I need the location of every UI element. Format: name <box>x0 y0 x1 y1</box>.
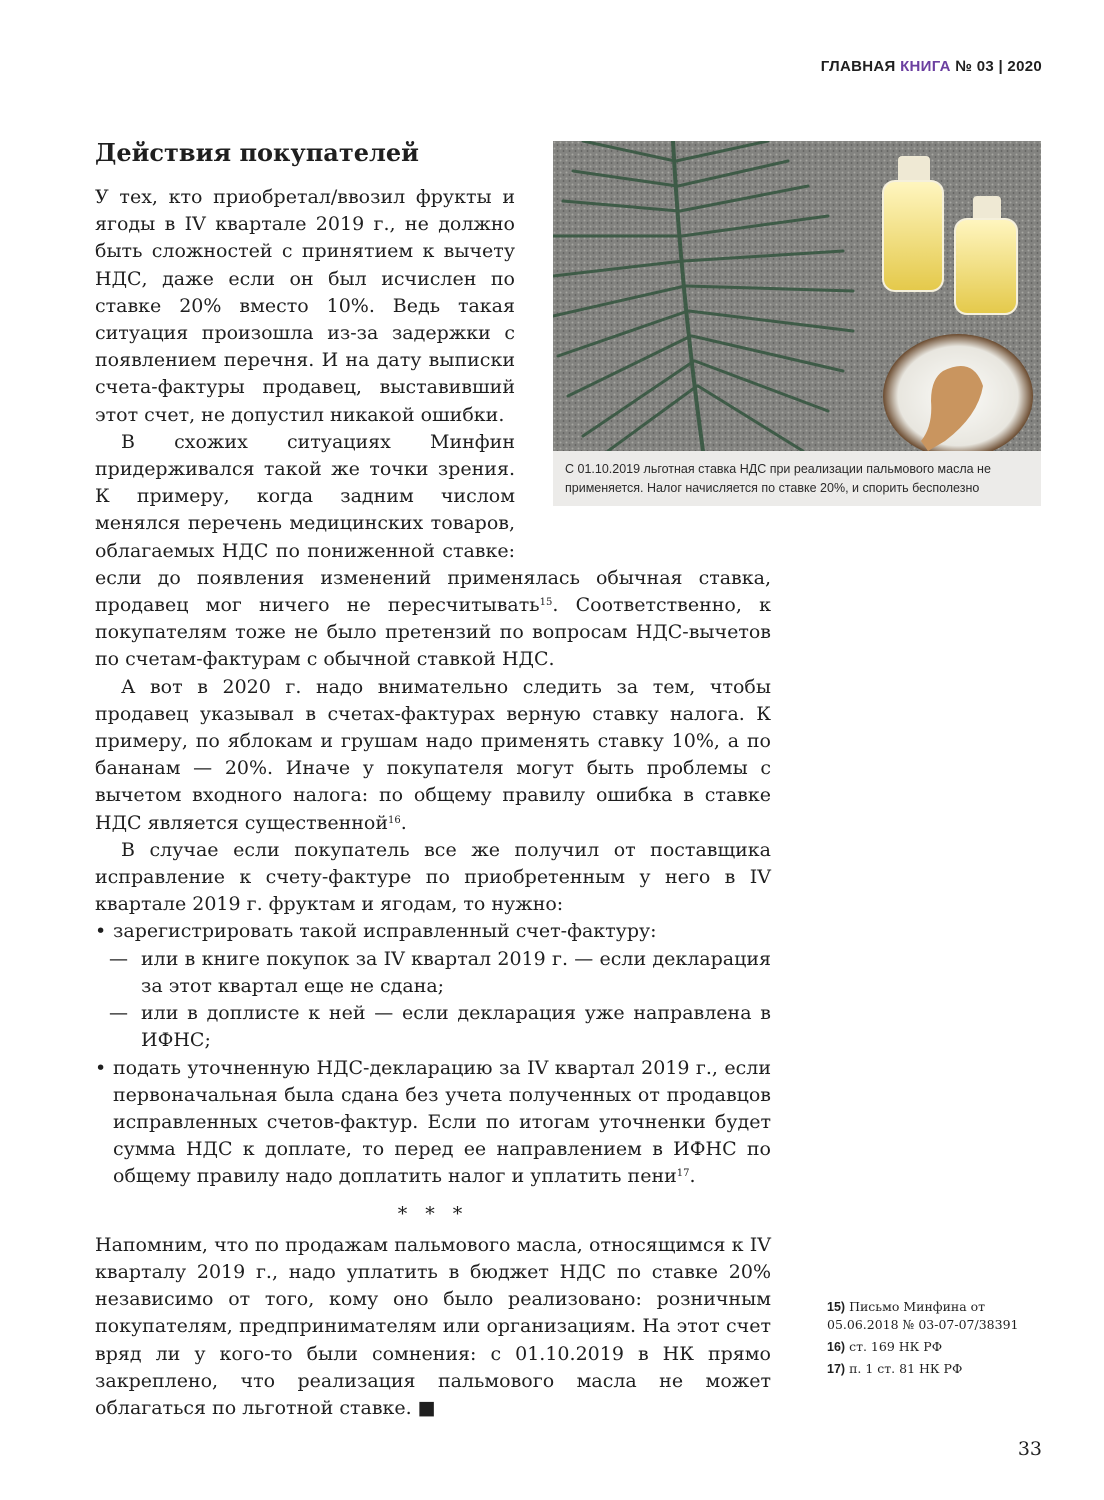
footnote-ref-17: 17 <box>676 1168 690 1180</box>
photo-caption: С 01.10.2019 льготная ставка НДС при реализации пальмового масла не применяется. Налог начисляется по ставке 20%, и спорить бесполезно <box>553 451 1041 506</box>
paragraph-3: А вот в 2020 г. надо внимательно следить за тем, чтобы продавец указывал в счетах-фактурах верную ставку налога. К примеру, по яблокам и грушам надо применять ставку 10%, а по бананам — 20%. Иначе у покупателя могут быть проблемы с вычетом входного налога: по общему правилу ошибка в ставке НДС является существенной$^{16}$. <box>95 675 771 834</box>
footnotes <box>827 1298 1057 1382</box>
paragraph-4: В случае если покупатель все же получил от поставщика исправление к счету-фактуре по приобретенным у него в IV квартале 2019 г. фруктам и ягодам, то нужно: <box>95 838 771 916</box>
section-title: Действия покупателей <box>95 138 419 167</box>
brand-name-part1: ГЛАВНАЯ <box>820 58 896 75</box>
magazine-header <box>821 58 1042 75</box>
brand-name-part2: КНИГА <box>900 58 951 75</box>
issue-number: № 03 | 2020 <box>955 58 1042 75</box>
palm-oil-photo <box>553 141 1041 451</box>
action-list <box>95 918 771 1190</box>
paragraph-5: Напомним, что по продажам пальмового масла, относящимся к IV кварталу 2019 г., надо уплатить в бюджет НДС по ставке 20% независимо от того, кому оно было реализовано: розничным покупателям, предпринимателям или организациям. На этот счет вряд ли у кого-то были сомнения: с 01.10.2019 в НК прямо закреплено, что реализация пальмового масла не может облагаться по льготной ставке. ■ <box>95 1233 771 1419</box>
palm-oil-illustration <box>553 141 1041 451</box>
footnote-17: 17) п. 1 ст. 81 НК РФ <box>827 1361 963 1376</box>
list-item: • зарегистрировать такой исправленный счет-фактуру: <box>95 918 771 945</box>
paragraph-1: У тех, кто приобретал/ввозил фрукты и ягоды в IV квартале 2019 г., не должно быть сложностей с принятием к вычету НДС, даже если он был исчислен по ставке 20% вместо 10%. Ведь такая ситуация произошла из-за задержки с появлением перечня. И на дату выписки счета-фактуры продавец, выставивший этот счет, не допустил никакой ошибки. <box>95 186 515 426</box>
list-item: • подать уточненную НДС-декларацию за IV квартал 2019 г., если первоначальная была сдана без учета полученных от продавцов исправленных счетов-фактур. Если по итогам уточненки будет сумма НДС к доплате, то перед ее направлением в ИФНС по общему правилу надо доплатить налог и уплатить пени$^{17}$. <box>95 1055 771 1191</box>
footnote-15: 15) Письмо Минфина от 05.06.2018 № 03-07-07/38391 <box>827 1299 1019 1332</box>
list-subitem: — или в доплисте к ней — если декларация уже направлена в ИФНС; <box>95 1000 771 1054</box>
page-number: 33 <box>1017 1438 1042 1460</box>
footnote-ref-16: 16 <box>388 814 401 826</box>
footnote-16: 16) ст. 169 НК РФ <box>827 1339 943 1354</box>
paragraph-2: В схожих ситуациях Минфин придерживался такой же точки зрения. К примеру, когда задним числом менялся перечень медицинских товаров, облагаемых НДС по пониженной ставке: если до появления изменений применялась обычная ставка, продавец мог ничего не пересчитывать$^{15}$. Соответственно, к покупателям тоже не было претензий по вопросам НДС-вычетов по счетам-фактурам с обычной ставкой НДС. <box>95 430 771 671</box>
footnote-ref-15: 15 <box>539 597 553 609</box>
list-subitem: — или в книге покупок за IV квартал 2019 г. — если декларация за этот квартал еще не сдана; <box>95 946 771 1000</box>
section-separator: * * * <box>397 1202 469 1225</box>
